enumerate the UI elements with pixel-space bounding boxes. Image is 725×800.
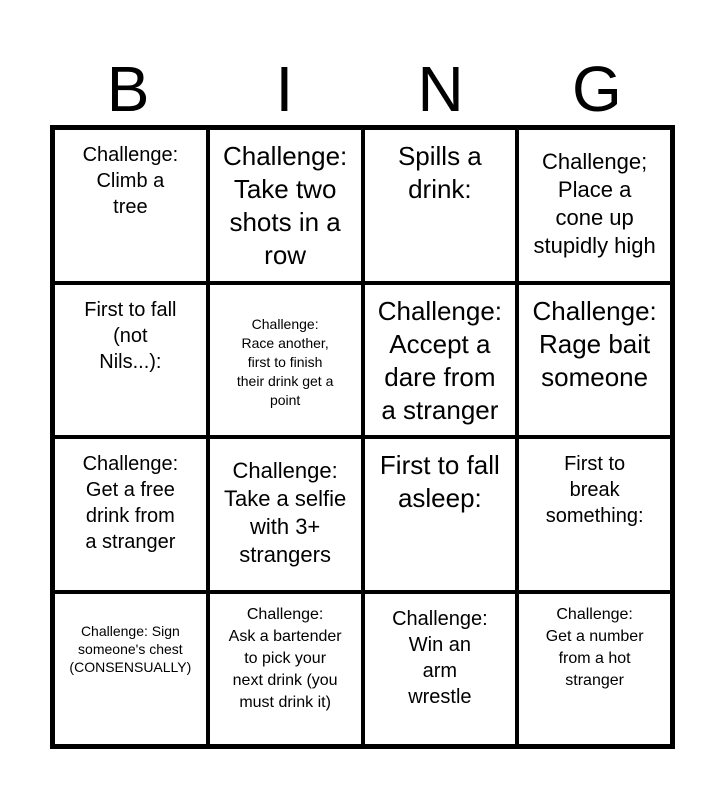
bingo-cell-r3c4[interactable] bbox=[517, 437, 672, 592]
bingo-board bbox=[50, 125, 675, 749]
bingo-cell-r4c1[interactable] bbox=[53, 592, 208, 747]
bingo-cell-r3c1[interactable] bbox=[53, 437, 208, 592]
cell-text: Challenge; Place a cone up stupidly high bbox=[533, 149, 656, 258]
cell-text: Challenge: Win an arm wrestle bbox=[392, 607, 488, 708]
cell-text: First to break something: bbox=[545, 453, 644, 527]
cell-text: Challenge: Get a number from a hot stranger bbox=[545, 605, 644, 689]
cell-text: Challenge: Get a free drink from a stranger bbox=[82, 453, 179, 553]
header-letter-g: G bbox=[571, 53, 622, 125]
cell-text: First to fall (not Nils...): bbox=[84, 298, 177, 373]
bingo-cell-r2c2[interactable] bbox=[208, 283, 363, 438]
cell-text: Challenge: Race another, first to finish their drink get a point bbox=[236, 315, 334, 408]
bingo-cell-r2c1[interactable] bbox=[53, 283, 208, 438]
header-letter-i: I bbox=[275, 53, 294, 125]
header-letter-n: N bbox=[417, 53, 464, 125]
bingo-header bbox=[50, 55, 675, 123]
cell-text: Challenge: Ask a bartender to pick your next drink (you must drink it) bbox=[228, 605, 342, 711]
bingo-cell-r2c3[interactable] bbox=[363, 283, 518, 438]
bingo-cell-r2c4[interactable] bbox=[517, 283, 672, 438]
bingo-cell-r4c4[interactable] bbox=[517, 592, 672, 747]
cell-text: Challenge: Accept a dare from a stranger bbox=[377, 295, 503, 425]
bingo-cell-r1c2[interactable] bbox=[208, 128, 363, 283]
bingo-cell-r4c3[interactable] bbox=[363, 592, 518, 747]
bingo-cell-r4c2[interactable] bbox=[208, 592, 363, 747]
cell-text: Challenge: Sign someone's chest (CONSENSUALLY) bbox=[69, 622, 192, 675]
cell-text: Challenge: Climb a tree bbox=[82, 144, 179, 218]
cell-text: Challenge: Take a selfie with 3+ strangers bbox=[223, 458, 347, 567]
cell-text: Challenge: Take two shots in a row bbox=[222, 141, 348, 270]
bingo-cell-r3c2[interactable] bbox=[208, 437, 363, 592]
cell-text: Challenge: Rage bait someone bbox=[532, 295, 657, 392]
bingo-cell-r1c3[interactable] bbox=[363, 128, 518, 283]
header-letter-b: B bbox=[106, 53, 150, 125]
cell-text: First to fall asleep: bbox=[379, 450, 500, 513]
cell-text: Spills a drink: bbox=[397, 141, 482, 204]
bingo-cell-r3c3[interactable] bbox=[363, 437, 518, 592]
bingo-cell-r1c1[interactable] bbox=[53, 128, 208, 283]
bingo-cell-r1c4[interactable] bbox=[517, 128, 672, 283]
